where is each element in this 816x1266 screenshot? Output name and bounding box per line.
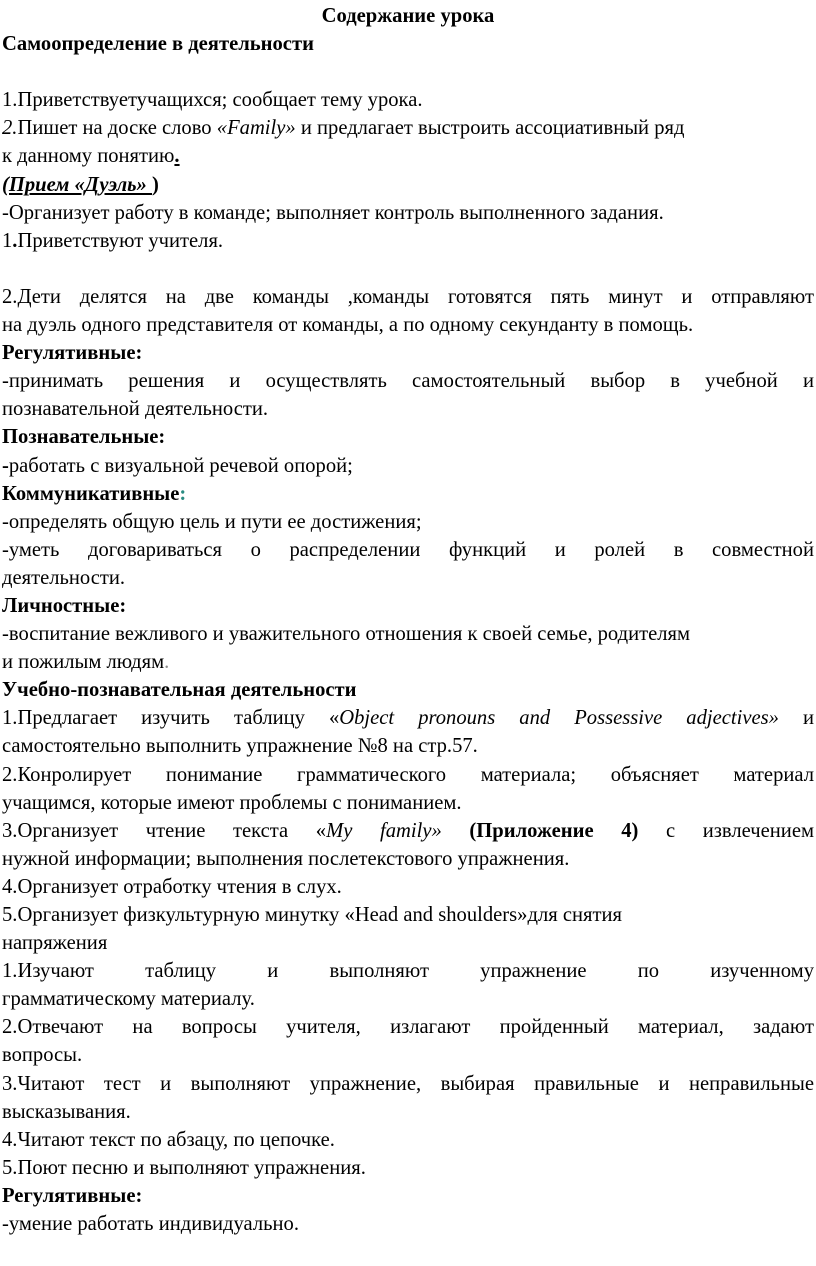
method-duel: (Прием «Дуэль» <box>2 173 152 196</box>
personal-label: Личностные: <box>2 594 127 617</box>
step-text: и предлагает выстроить ассоциативный ряд <box>295 117 685 140</box>
student-step-2: 2.Дети делятся на две команды ,команды готовятся пять минут и отправляют <box>2 285 814 308</box>
cognitive-text <box>2 452 814 480</box>
teacher-task-5-cont: напряжения <box>2 932 108 955</box>
teacher-task-2-cont: учащимся, которые имеют проблемы с пониманием. <box>2 791 462 814</box>
regulatory-label: Регулятивные: <box>2 342 143 365</box>
page-title: Содержание урока <box>321 5 495 27</box>
personal-text: -воспитание вежливого и уважительного отношения к своей семье, родителям <box>2 623 691 646</box>
student-task-5: 5.Поют песню и выполняют упражнения. <box>2 1156 366 1179</box>
blank-line <box>2 58 814 86</box>
student-task-2: 2.Отвечают на вопросы учителя, излагают пройденный материал, задают <box>2 1016 814 1039</box>
task-topic: My family» <box>326 819 442 842</box>
teacher-task-4: 4.Организует отработку чтения в слух. <box>2 875 342 898</box>
teacher-step-1: 1.Приветствуетучащихся; сообщает тему урока. <box>2 89 423 112</box>
communicative-text-1: -определять общую цель и пути ее достижения; <box>2 510 422 533</box>
regulatory-text-2: -умение работать индивидуально. <box>2 1213 299 1236</box>
student-step-2-cont: на дуэль одного представителя от команды, а по одному секунданту в помощь. <box>2 314 694 337</box>
student-task-4: 4.Читают текст по абзацу, по цепочке. <box>2 1128 335 1151</box>
method-label <box>2 171 814 199</box>
student-task-3: 3.Читают тест и выполняют упражнение, выбирая правильные и неправильные <box>2 1072 814 1095</box>
document-content <box>2 2 814 1238</box>
step-number: 1 <box>2 229 13 252</box>
step-dot: . <box>12 229 18 252</box>
task-text: и <box>778 707 814 730</box>
task-text: с извлечением <box>638 819 814 842</box>
communicative-label <box>2 480 814 508</box>
underlined-dot: . <box>174 145 180 168</box>
teacher-task-2: 2.Конролирует понимание грамматического материала; объясняет материал <box>2 763 814 786</box>
communicative-text-2-cont: деятельности. <box>2 566 126 589</box>
section-heading-self-determination: Самоопределение в деятельности <box>2 33 314 56</box>
communicative-text-2: -уметь договариваться о распределении функций и ролей в совместной <box>2 538 814 561</box>
keyword-family: «Family» <box>216 117 296 140</box>
teacher-step-2 <box>2 114 814 142</box>
personal-item: и пожилым людям <box>2 651 165 674</box>
teacher-step-2-cont <box>2 142 814 170</box>
regulatory-text-cont: познавательной деятельности. <box>2 398 269 421</box>
student-task-1-cont: грамматическому материалу. <box>2 988 255 1011</box>
cognitive-label: Познавательные: <box>2 426 166 449</box>
gray-dot: . <box>164 651 170 674</box>
teal-colon: : <box>179 482 187 505</box>
task-topic: Object pronouns and Possessive adjectives» <box>339 707 779 730</box>
appendix-ref: (Приложение 4) <box>441 819 639 842</box>
communicative-heading: Коммуникативные <box>2 482 180 505</box>
personal-text-cont <box>2 648 814 676</box>
teacher-step-3: -Организует работу в команде; выполняет контроль выполненного задания. <box>2 201 664 224</box>
teacher-task-3-cont: нужной информации; выполнения послетекстового упражнения. <box>2 847 570 870</box>
step-text: Приветствуют учителя. <box>17 229 224 252</box>
student-task-2-cont: вопросы. <box>2 1044 83 1067</box>
blank-line <box>2 255 814 283</box>
teacher-task-5: 5.Организует физкультурную минутку «Head and shoulders»для снятия <box>2 904 622 926</box>
dash: - <box>2 454 9 477</box>
task-text: 1.Предлагает изучить таблицу « <box>2 707 340 730</box>
cognitive-item: работать с визуальной речевой опорой; <box>8 454 353 477</box>
student-step-1 <box>2 227 814 255</box>
task-text: 3.Организует чтение текста « <box>2 819 327 842</box>
step-text: Пишет на доске слово <box>17 117 217 140</box>
student-task-3-cont: высказывания. <box>2 1100 131 1123</box>
step-text: к данному понятию <box>2 145 175 168</box>
student-task-1: 1.Изучают таблицу и выполняют упражнение по изученному <box>2 960 814 983</box>
regulatory-label-2: Регулятивные: <box>2 1184 143 1207</box>
method-close: ) <box>152 173 159 196</box>
teacher-task-3 <box>2 817 814 845</box>
teacher-task-1-cont: самостоятельно выполнить упражнение №8 на стр.57. <box>2 735 478 758</box>
section-heading-learning: Учебно-познавательная деятельности <box>2 679 357 702</box>
regulatory-text: -принимать решения и осуществлять самостоятельный выбор в учебной и <box>2 370 814 393</box>
step-number: 2. <box>2 117 18 140</box>
teacher-task-1 <box>2 704 814 732</box>
